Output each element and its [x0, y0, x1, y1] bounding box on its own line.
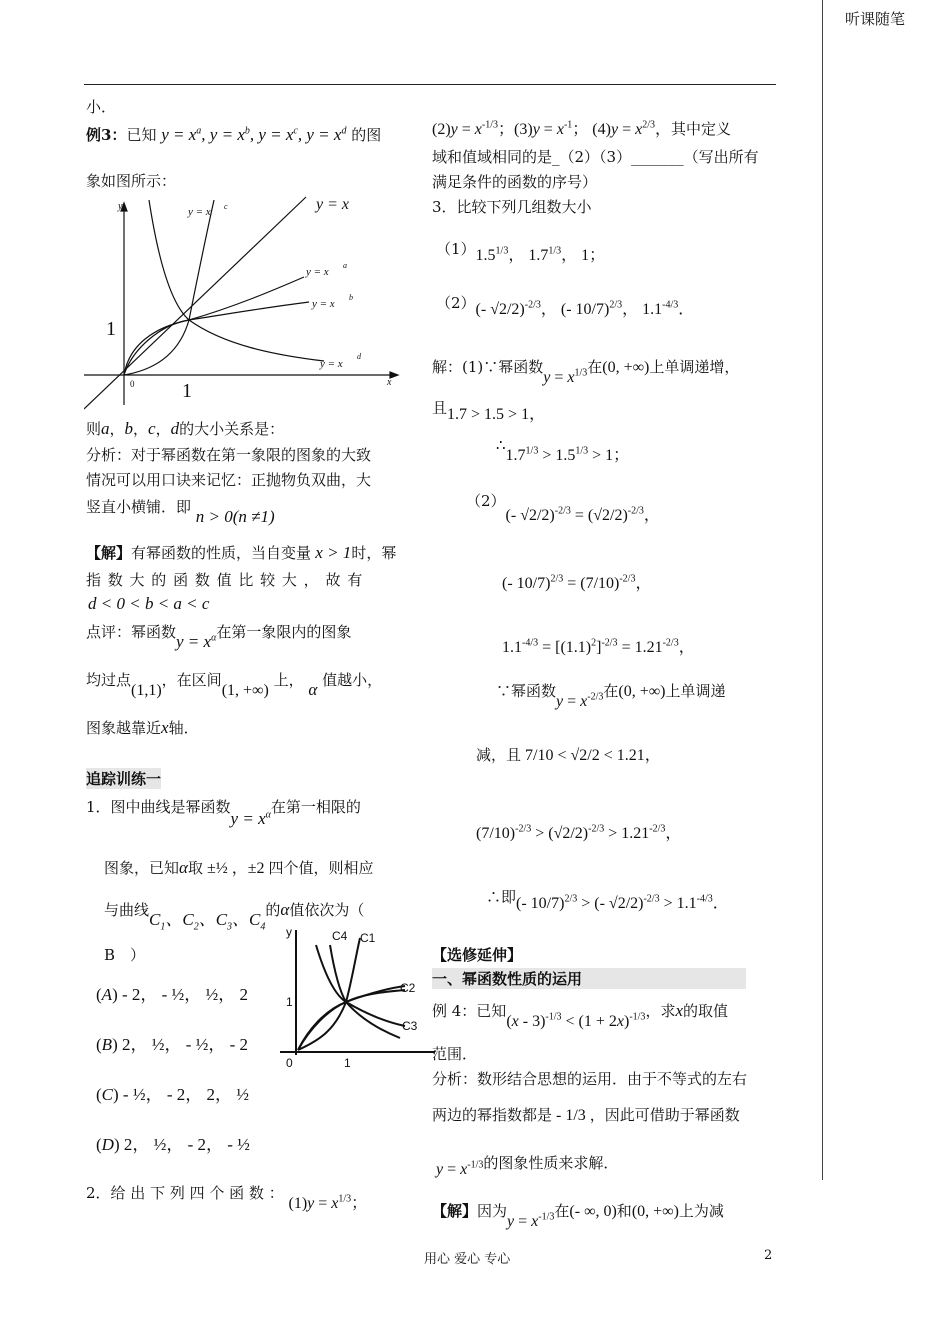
header-rule [84, 84, 776, 85]
left-line-7: 竖直小横铺．即 n > 0(n ≠1) [86, 498, 275, 526]
solution-6: $1.1^{-4/3} = [(1.1)^2]^{-2/3} = 1.21^{-2/3}$， [502, 637, 695, 656]
text: 均过点 [86, 671, 132, 689]
option-b: (B) 2， ½， - ½， - 2 [96, 1035, 249, 1054]
page-number: 2 [764, 1248, 773, 1263]
section-1-title: 一、幂函数性质的运用 [432, 968, 746, 989]
one-y: 1 [106, 318, 116, 340]
comment-line: 点评：幂函数$y = x^\alpha$在第一象限内的图象 [86, 623, 352, 651]
q1-line-2: 图象，已知α取 ±½ ，±2 四个值，则相应 [104, 858, 374, 877]
text: 的图象性质来求解． [483, 1154, 619, 1172]
text: 2．给 出 下 列 四 个 函 数 ： [86, 1184, 284, 1202]
q1-answer: B ） [104, 946, 146, 964]
text: 上单调递增， [649, 358, 740, 376]
text: ，在区间 [161, 671, 222, 689]
curve-d-left [149, 200, 189, 320]
solution-2: 且1.7 > 1.5 > 1， [432, 399, 546, 423]
solution-label: 【解】 [432, 1202, 478, 1220]
label-c-sup: c [224, 202, 228, 211]
functions-2-4: $(2)y = x^{-1/3}$；$(3)y = x^{-1}$； $(4)y = x^{2/3}$，其中定义 [432, 119, 732, 138]
curve-a [124, 277, 304, 375]
c3-label: C3 [402, 1019, 418, 1033]
curve-c3 [316, 945, 405, 1026]
option-a: (A) - 2， - ½， ½， 2 [96, 985, 249, 1004]
label-a: y = x [306, 266, 329, 278]
text: 减，且 [476, 746, 522, 764]
analysis-1: 分析：数形结合思想的运用．由于不等式的左右 [432, 1070, 748, 1088]
text: 有幂函数的性质，当自变量 [131, 544, 312, 562]
right-line-2: 域和值域相同的是_（2）（3）_______（写出所有 [432, 148, 759, 166]
x-axis-label: x [387, 377, 392, 388]
one-x-label: 1 [344, 1056, 351, 1070]
relation-line: 则a，b，c，d的大小关系是： [86, 419, 285, 438]
text: 在第一相限的 [270, 798, 361, 816]
q1-line-1: 1．图中曲线是幂函数$y = x^\alpha$在第一相限的 [86, 798, 361, 828]
solution-9: $(7/10)^{-2/3} > (√2/2)^{-2/3} > 1.21^{-2/3}$， [476, 823, 682, 842]
compare-1: $(1)1.5^{1/3}$， $1.7^{1/3}$， 1； [436, 240, 606, 264]
solution-5: (- $10/7)^{2/3} = (7/10)^{-2/3}$， [502, 573, 652, 592]
label-d-sup: d [357, 352, 361, 361]
text: （1） [436, 240, 476, 258]
text: 在第一象限内的图象 [216, 623, 352, 641]
text: 值越小， [322, 671, 383, 689]
solution-line: 【解】有幂函数的性质，当自变量 x > 1时，幂 [86, 543, 397, 562]
left-line-5: 分析：对于幂函数在第一象限的图象的大致 [86, 446, 372, 464]
left-line-3: 象如图所示： [86, 172, 177, 190]
left-line-1: 小． [86, 98, 117, 116]
c1-label: C1 [360, 931, 376, 945]
extension-title: 【选修延伸】 [432, 946, 523, 964]
text: 上， [273, 671, 304, 689]
margin-rule [822, 0, 823, 1180]
text: 的取值 [683, 1002, 729, 1020]
origin: 0 [130, 379, 135, 389]
text: 1．图中曲线是幂函数 [86, 798, 231, 816]
solution-label: 【解】 [86, 544, 132, 562]
text: 的 [265, 901, 281, 919]
solution-8: 减，且 7/10 < √2/2 < 1.21， [476, 746, 661, 764]
y-axis-label: y [118, 201, 123, 212]
text: 解：(1)∵幂函数 [432, 358, 544, 376]
label-a-sup: a [343, 261, 347, 270]
analysis-3: $y = x^{-1/3}$的图象性质来求解． [436, 1154, 619, 1178]
label-b: y = x [312, 298, 335, 310]
right-line-4: 3．比较下列几组数大小 [432, 198, 592, 216]
inequality-abcd: d < 0 < b < a < c [88, 594, 210, 613]
comment-line-3: 图象越靠近x轴． [86, 718, 199, 737]
text: 因为 [477, 1202, 508, 1220]
option-d: (D) 2， ½， - 2， - ½ [96, 1135, 250, 1154]
label-y-eq-x: y = x [316, 196, 349, 213]
footer-center: 用心 爱心 专心 [424, 1252, 511, 1267]
track-title: 追踪训练一 [86, 770, 162, 788]
curve-y-eq-x [84, 197, 306, 409]
solution-4: （2）(- $√2/2)^{-2/3} = (√2/2)^{-2/3}$， [466, 492, 660, 524]
text: ，求 [645, 1002, 676, 1020]
text: 且 [432, 399, 448, 417]
text: ∵幂函数 [496, 682, 557, 700]
text: 和 [616, 1202, 632, 1220]
solution-3: $\therefore 1.7^{1/3} > 1.5^{1/3} > 1$； [496, 436, 630, 464]
text: 其中定义 [671, 120, 732, 138]
solution-1: 解：(1)∵幂函数$y = x^{1/3}$在(0, +∞)上单调递增， [432, 358, 740, 386]
formula: $y = x^a$, $y = x^b$, $y = x^c$, $y = x^d$ [161, 125, 347, 144]
text: 点评：幂函数 [86, 623, 177, 641]
analysis-2: 两边的幂指数都是 - 1/3 ，因此可借助于幂函数 [432, 1106, 740, 1124]
text: 图象，已知 [104, 859, 180, 877]
example3-line [86, 124, 381, 145]
text: 的大小关系是： [179, 420, 285, 438]
c2-label: C2 [400, 981, 416, 995]
text: 在 [603, 682, 619, 700]
text: 已知 [126, 126, 157, 144]
q2-line: 2．给 出 下 列 四 个 函 数 ： $(1)y = x^{1/3}$； [86, 1184, 368, 1212]
left-line-6: 情况可以用口诀来记忆：正抛物负双曲，大 [86, 471, 372, 489]
solution-7: ∵幂函数$y = x^{-2/3}$在(0, +∞)上单调递 [496, 682, 726, 710]
solution-4b: 【解】因为$y = x^{-1/3}$在(- ∞, 0)和(0, +∞)上为减 [432, 1202, 724, 1230]
text: 上为减 [678, 1202, 724, 1220]
text: ∴即 [486, 888, 517, 906]
curves-c1-c4-graph [280, 920, 440, 1070]
text: 例 4：已知 [432, 1002, 507, 1020]
curve-b [124, 302, 309, 375]
label-b-sup: b [349, 293, 353, 302]
text: （2） [466, 492, 506, 510]
right-line-3: 满足条件的函数的序号） [432, 173, 598, 191]
example3-label: 例3： [86, 126, 127, 144]
text: ∴ [496, 436, 506, 454]
c4-label: C4 [332, 929, 348, 943]
text: 在 [554, 1202, 570, 1220]
text: 两边的幂指数都是 [432, 1106, 553, 1124]
label-d: y = x [320, 358, 343, 370]
text: 上单调递 [665, 682, 726, 700]
comment-line-2: 均过点(1,1)，在区间(1, +∞) 上， α 值越小， [86, 671, 383, 699]
text: 取 [187, 859, 203, 877]
zero-label: 0 [286, 1056, 293, 1070]
left-line-9: 指 数 大 的 函 数 值 比 较 大 ， 故 有 [86, 571, 364, 589]
text: 轴． [168, 719, 199, 737]
text: 时，幂 [351, 544, 397, 562]
text: 图象越靠近 [86, 719, 162, 737]
sidebar-note: 听课随笔 [845, 10, 906, 28]
y-label: y [286, 925, 292, 939]
q1-line-3: 与曲线$C_1$、$C_2$、$C_3$、$C_4$的α值依次为（ [104, 900, 365, 933]
one-x: 1 [182, 380, 192, 402]
text: 的图 [351, 126, 382, 144]
example4-line: 例 4：已知$(x - 3)^{-1/3} < (1 + 2x)^{-1/3}$，求x的取值 [432, 1001, 729, 1030]
text: 值依次为（ [289, 901, 365, 919]
power-function-graph [84, 195, 404, 410]
curve-c2 [298, 986, 405, 1050]
text: 竖直小横铺．即 [86, 498, 192, 516]
label-c: y = x [188, 206, 211, 218]
curve-d [189, 320, 324, 361]
one-y-label: 1 [286, 995, 293, 1009]
example4-line-2: 范围． [432, 1045, 478, 1063]
text: 在 [587, 358, 603, 376]
text: 四个值，则相应 [268, 859, 374, 877]
solution-10: ∴即(- 10/7)$^{2/3}$ > (- $√2/2)^{-2/3} > 1.1^{-4/3}$． [486, 888, 729, 912]
option-c: (C) - ½， - 2， 2， ½ [96, 1085, 249, 1104]
text: ，因此可借助于幂函数 [589, 1106, 740, 1124]
compare-2: （2）(- √2/2)$^{-2/3}$， (- 10/7)$^{2/3}$， $1.1^{-4/3}$． [436, 294, 695, 318]
text: 与曲线 [104, 901, 150, 919]
text: （2） [436, 294, 476, 312]
